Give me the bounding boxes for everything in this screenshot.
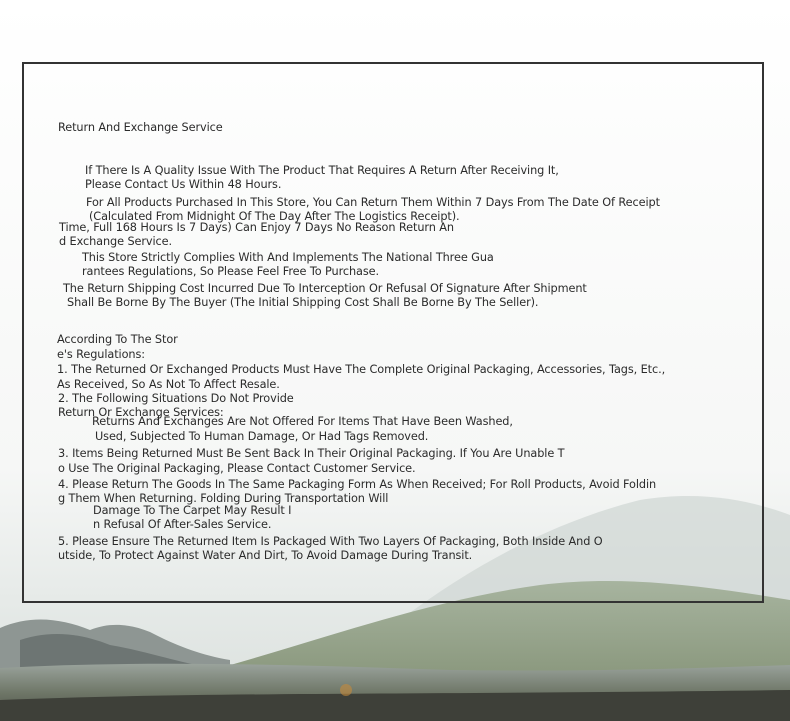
rules-line: 4. Please Return The Goods In The Same Packaging Form As When Received; For Roll Products, Avoid Foldin bbox=[58, 478, 657, 491]
rules-line: 5. Please Ensure The Returned Item Is Packaged With Two Layers Of Packaging, Both Inside And O bbox=[58, 535, 603, 548]
policy-line: This Store Strictly Complies With And Implements The National Three Gua bbox=[82, 251, 494, 264]
rules-line: 2. The Following Situations Do Not Provide bbox=[58, 392, 294, 405]
rules-line: utside, To Protect Against Water And Dirt, To Avoid Damage During Transit. bbox=[58, 549, 473, 562]
policy-line: The Return Shipping Cost Incurred Due To Interception Or Refusal Of Signature After Shipment bbox=[63, 282, 587, 295]
rules-line: Returns And Exchanges Are Not Offered For Items That Have Been Washed, bbox=[92, 415, 513, 428]
rules-line: Used, Subjected To Human Damage, Or Had Tags Removed. bbox=[95, 430, 429, 443]
rules-line: As Received, So As Not To Affect Resale. bbox=[57, 378, 280, 391]
rules-line: e's Regulations: bbox=[57, 348, 145, 361]
page-title: Return And Exchange Service bbox=[58, 121, 223, 134]
rules-line: According To The Stor bbox=[57, 333, 178, 346]
rules-line: o Use The Original Packaging, Please Contact Customer Service. bbox=[58, 462, 416, 475]
policy-line: If There Is A Quality Issue With The Product That Requires A Return After Receiving It, bbox=[85, 164, 559, 177]
rules-line: 1. The Returned Or Exchanged Products Must Have The Complete Original Packaging, Accessories, Tags, Etc., bbox=[57, 363, 666, 376]
policy-line: rantees Regulations, So Please Feel Free To Purchase. bbox=[82, 265, 379, 278]
policy-line: Please Contact Us Within 48 Hours. bbox=[85, 178, 282, 191]
policy-line: Shall Be Borne By The Buyer (The Initial Shipping Cost Shall Be Borne By The Seller). bbox=[67, 296, 539, 309]
rules-line: Damage To The Carpet May Result I bbox=[93, 504, 292, 517]
policy-line: (Calculated From Midnight Of The Day After The Logistics Receipt). bbox=[89, 210, 460, 223]
rules-line: g Them When Returning. Folding During Transportation Will bbox=[58, 492, 389, 505]
policy-line: Time, Full 168 Hours Is 7 Days) Can Enjoy 7 Days No Reason Return An bbox=[59, 221, 454, 234]
policy-line: For All Products Purchased In This Store, You Can Return Them Within 7 Days From The Date Of Receipt bbox=[86, 196, 660, 209]
rules-line: 3. Items Being Returned Must Be Sent Back In Their Original Packaging. If You Are Unable T bbox=[58, 447, 565, 460]
policy-line: d Exchange Service. bbox=[59, 235, 172, 248]
rules-line: Return Or Exchange Services: bbox=[58, 406, 224, 419]
rules-line: n Refusal Of After-Sales Service. bbox=[93, 518, 272, 531]
